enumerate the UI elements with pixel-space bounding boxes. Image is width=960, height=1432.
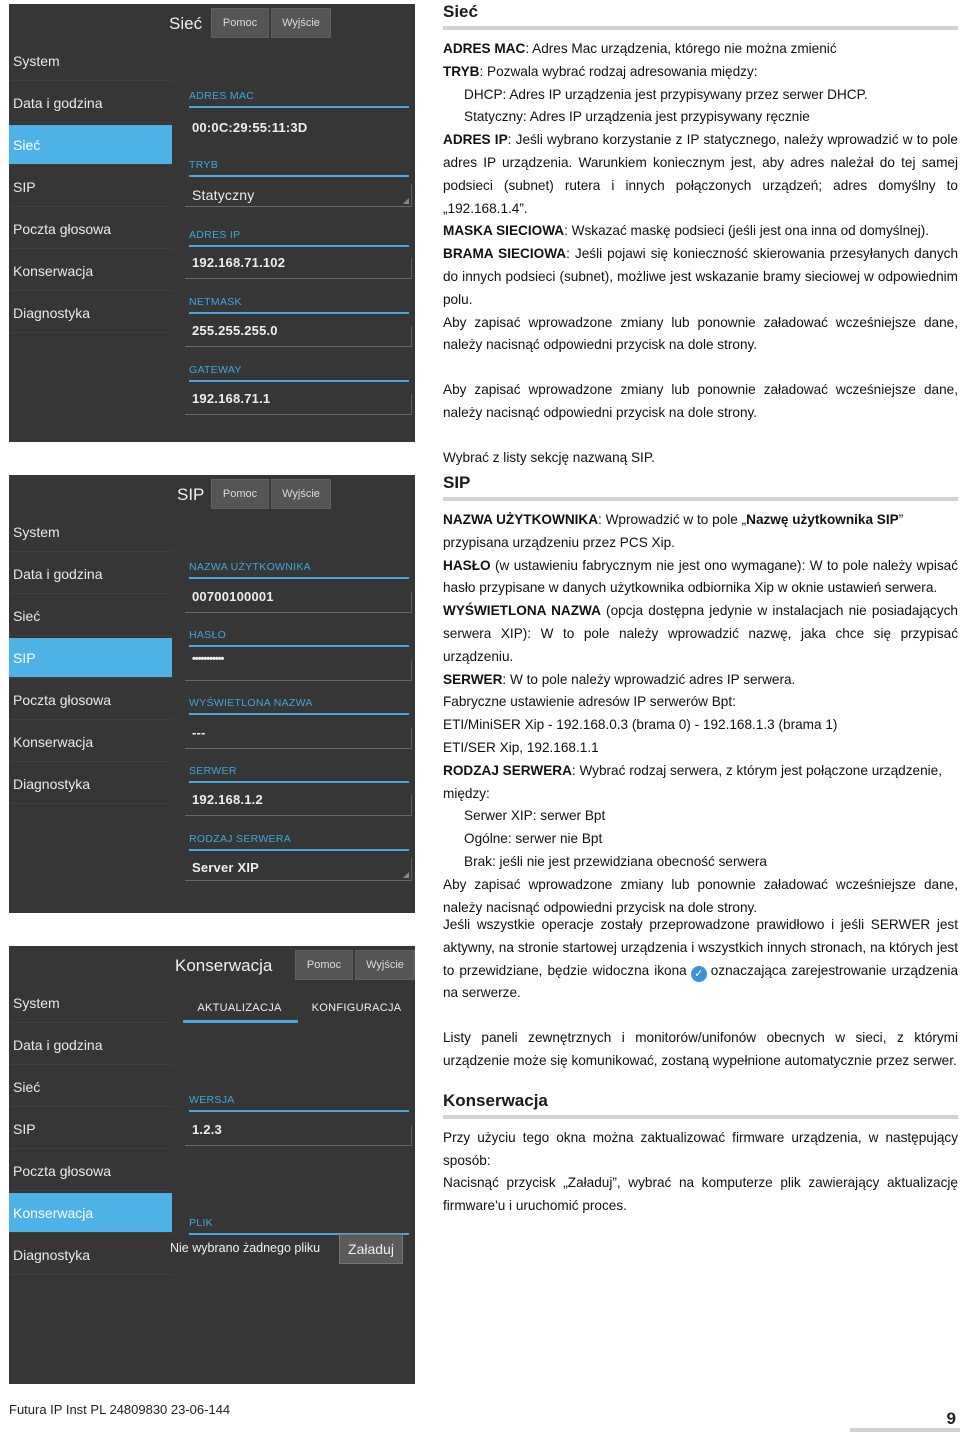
heading-rule <box>443 26 958 30</box>
username-label: NAZWA UŻYTKOWNIKA <box>189 561 311 573</box>
menu-item-diagnostics[interactable]: Diagnostyka <box>9 764 172 804</box>
registered-text-1: Jeśli wszystkie operacje zostały przeprowadzone prawidłowo i jeśli SERWER jest aktywny, na stronie startowej urządzenia i wszystkich innych stronach, na których jest to przewidziane, będzie widoczna ikona <box>443 917 958 978</box>
display-name-input[interactable]: --- <box>192 725 206 740</box>
menu-item-maintenance[interactable]: Konserwacja <box>9 1193 172 1233</box>
eti-line-1: ETI/MiniSER Xip - 192.168.0.3 (brama 0) - 192.168.1.3 (brama 1) <box>443 717 838 733</box>
menu-item-system[interactable]: System <box>9 983 172 1023</box>
ip-underline <box>189 245 409 247</box>
file-label: PLIK <box>189 1217 213 1229</box>
mac-paragraph <box>443 38 958 61</box>
screen-title: Konserwacja <box>175 956 273 975</box>
menu-item-sip[interactable]: SIP <box>9 167 172 207</box>
mac-value: 00:0C:29:55:11:3D <box>192 120 308 135</box>
menu-item-maintenance[interactable]: Konserwacja <box>9 251 172 291</box>
menu-item-date-time[interactable]: Data i godzina <box>9 83 172 123</box>
display-name-label: WYŚWIETLONA NAZWA <box>189 697 313 709</box>
username-desc-2: ” przypisana urządzeniu przez PCS Xip. <box>443 512 904 550</box>
server-type-underline <box>189 849 409 851</box>
server-paragraph <box>443 669 958 692</box>
factory-paragraph: Fabryczne ustawienie adresów IP serwerów Bpt: <box>443 694 736 710</box>
password-paragraph <box>443 555 958 601</box>
display-name-term: WYŚWIETLONA NAZWA <box>443 603 601 619</box>
ip-term: ADRES IP <box>443 132 508 148</box>
help-button[interactable]: Pomoc <box>295 950 353 980</box>
server-maintenance-description <box>443 914 958 1218</box>
ip-label: ADRES IP <box>189 229 241 241</box>
registered-check-icon: ✓ <box>691 966 707 982</box>
sip-form <box>181 475 409 913</box>
mode-desc: : Pozwala wybrać rodzaj adresowania między: <box>479 63 758 79</box>
maintenance-screenshot <box>9 946 415 1384</box>
sip-settings-screenshot <box>9 475 415 913</box>
menu-item-network[interactable]: Sieć <box>9 596 172 636</box>
version-label: WERSJA <box>189 1094 235 1106</box>
heading-rule <box>443 1115 958 1119</box>
save-paragraph-1: Aby zapisać wprowadzone zmiany lub ponownie załadować wcześniejsze dane, należy nacisnąć odpowiedni przycisk na dole strony. <box>443 314 958 353</box>
resize-grip-icon <box>403 872 409 878</box>
maintenance-paragraph-1: Przy użyciu tego okna można zaktualizować firmware urządzenia, w następujący sposób: <box>443 1129 958 1168</box>
mac-term: ADRES MAC <box>443 41 526 56</box>
menu-item-voicemail[interactable]: Poczta głosowa <box>9 1151 172 1191</box>
sip-description <box>443 473 958 919</box>
password-input-border <box>185 660 412 681</box>
menu-item-voicemail[interactable]: Poczta głosowa <box>9 680 172 720</box>
mac-label: ADRES MAC <box>189 90 255 102</box>
display-name-input-border <box>185 728 412 749</box>
version-underline <box>189 1110 409 1112</box>
help-button[interactable]: Pomoc <box>211 479 269 509</box>
display-name-underline <box>189 713 409 715</box>
version-field-border <box>185 1125 412 1146</box>
network-settings-screenshot <box>9 4 415 442</box>
netmask-input[interactable]: 255.255.255.0 <box>192 323 278 338</box>
exit-button[interactable]: Wyjście <box>271 8 331 38</box>
save-paragraph-3: Aby zapisać wprowadzone zmiany lub ponownie załadować wcześniejsze dane, należy nacisnąć odpowiedni przycisk na dole strony. <box>443 876 958 915</box>
menu-item-date-time[interactable]: Data i godzina <box>9 1025 172 1065</box>
footer-rule <box>850 1428 960 1432</box>
exit-button[interactable]: Wyjście <box>271 479 331 509</box>
network-form <box>181 4 409 442</box>
server-label: SERWER <box>189 765 237 777</box>
server-desc: : W to pole należy wprowadzić adres IP serwera. <box>502 671 796 687</box>
server-type-paragraph <box>443 760 958 806</box>
exit-button[interactable]: Wyjście <box>355 950 415 980</box>
menu-item-date-time[interactable]: Data i godzina <box>9 554 172 594</box>
ip-input[interactable]: 192.168.71.102 <box>192 255 286 270</box>
server-option-1: Serwer XIP: serwer Bpt <box>464 808 606 824</box>
mac-desc: : Adres Mac urządzenia, którego nie można zmienić <box>525 41 837 56</box>
dhcp-option: DHCP: Adres IP urządzenia jest przypisywany przez serwer DHCP. <box>464 86 868 102</box>
username-paragraph <box>443 509 958 555</box>
mac-underline <box>189 106 409 108</box>
section-heading-maintenance: Konserwacja <box>443 1090 548 1110</box>
server-option-3: Brak: jeśli nie jest przewidziana obecność serwera <box>464 853 767 869</box>
gateway-label: GATEWAY <box>189 364 242 376</box>
server-option-2: Ogólne: serwer nie Bpt <box>464 831 603 847</box>
menu-item-sip[interactable]: SIP <box>9 638 172 678</box>
ip-paragraph <box>443 129 958 220</box>
netmask-underline <box>189 312 409 314</box>
server-underline <box>189 781 409 783</box>
menu-item-voicemail[interactable]: Poczta głosowa <box>9 209 172 249</box>
mode-value: Statyczny <box>192 187 255 203</box>
mode-label: TRYB <box>189 159 219 171</box>
gateway-desc: : Jeśli pojawi się konieczność skierowania przesyłanych danych do innych podsieci (subnet), możliwe jest wskazanie bramy sieciowej w odpowiednim polu. <box>443 246 959 307</box>
registered-paragraph <box>443 914 958 1005</box>
section-heading-network: Sieć <box>443 2 478 21</box>
gateway-underline <box>189 380 409 382</box>
gateway-paragraph <box>443 243 958 311</box>
mode-term: TRYB <box>443 63 480 79</box>
netmask-input-border <box>185 326 412 347</box>
server-term: SERWER <box>443 671 503 687</box>
username-input-border <box>185 592 412 613</box>
username-term: NAZWA UŻYTKOWNIKA <box>443 512 599 527</box>
menu-item-diagnostics[interactable]: Diagnostyka <box>9 293 172 333</box>
gateway-input[interactable]: 192.168.71.1 <box>192 391 271 406</box>
screen-title: Sieć <box>169 14 203 33</box>
section-heading-sip: SIP <box>443 473 471 492</box>
resize-grip-icon <box>403 198 409 204</box>
file-picker <box>167 1231 411 1265</box>
username-input[interactable]: 00700100001 <box>192 589 274 604</box>
mode-underline <box>189 175 409 177</box>
gateway-input-border <box>185 394 412 415</box>
upload-button[interactable]: Załaduj <box>339 1234 403 1264</box>
gateway-term: BRAMA SIECIOWA <box>443 246 567 262</box>
maintenance-form <box>181 946 409 1384</box>
server-input[interactable]: 192.168.1.2 <box>192 792 263 807</box>
version-value: 1.2.3 <box>192 1122 222 1137</box>
menu-item-maintenance[interactable]: Konserwacja <box>9 722 172 762</box>
username-underline <box>189 577 409 579</box>
choose-sip-paragraph: Wybrać z listy sekcję nazwaną SIP. <box>443 449 655 465</box>
password-desc: (w ustawieniu fabrycznym nie jest ono wymagane): W to pole należy wpisać hasło przypisane w danych użytkownika odbiornika Xip w oknie ustawień serwera. <box>443 557 958 596</box>
ip-desc: : Jeśli wybrano korzystanie z IP statycznego, należy wprowadzić w to pole adres IP urządzenia. Warunkiem koniecznym jest, aby adres należał do tej samej podsieci (subnet) rutera i innych połączonych urządzeń; adres domyślny to „192.168.1.4”. <box>443 132 958 216</box>
mask-paragraph <box>443 220 958 243</box>
server-type-desc: : Wybrać rodzaj serwera, z którym jest połączone urządzenie, między: <box>443 762 942 801</box>
lists-paragraph: Listy paneli zewnętrznych i monitorów/unifonów obecnych w sieci, z którymi urządzenie może się komunikować, zostaną wypełnione automatycznie przez serwer. <box>443 1030 958 1068</box>
password-input[interactable]: ••••••••••• <box>192 653 224 665</box>
static-option: Statyczny: Adres IP urządzenia jest przypisywany ręcznie <box>464 109 810 125</box>
menu-item-network[interactable]: Sieć <box>9 1067 172 1107</box>
mask-term: MASKA SIECIOWA <box>443 223 565 239</box>
tab-update[interactable]: AKTUALIZACJA <box>197 1002 282 1014</box>
server-input-border <box>185 795 412 816</box>
help-button[interactable]: Pomoc <box>211 8 269 38</box>
username-desc-1: : Wprowadzić w to pole „ <box>598 512 747 527</box>
maintenance-paragraph-2: Nacisnąć przycisk „Załaduj”, wybrać na komputerze plik zawierający aktualizację firmware'u i uruchomić proces. <box>443 1175 958 1214</box>
network-description <box>443 2 958 470</box>
ip-input-border <box>185 258 412 279</box>
server-type-term: RODZAJ SERWERA <box>443 762 572 778</box>
tab-configuration[interactable]: KONFIGURACJA <box>311 1002 402 1014</box>
screen-title: SIP <box>177 485 205 504</box>
mask-desc: : Wskazać maskę podsieci (jeśli jest ona inna od domyślnej). <box>564 223 930 239</box>
heading-rule <box>443 497 958 501</box>
menu-item-diagnostics[interactable]: Diagnostyka <box>9 1235 172 1275</box>
password-underline <box>189 645 409 647</box>
no-file-text: Nie wybrano żadnego pliku <box>170 1241 321 1255</box>
menu-item-network[interactable]: Sieć <box>9 125 172 165</box>
menu-item-sip[interactable]: SIP <box>9 1109 172 1149</box>
password-term: HASŁO <box>443 557 491 573</box>
save-paragraph-2: Aby zapisać wprowadzone zmiany lub ponownie załadować wcześniejsze dane, należy nacisnąć odpowiedni przycisk na dole strony. <box>443 382 958 420</box>
display-name-paragraph <box>443 600 958 668</box>
server-type-label: RODZAJ SERWERA <box>189 833 292 845</box>
password-label: HASŁO <box>189 629 227 641</box>
server-type-value: Server XIP <box>192 860 260 875</box>
document-footer: Futura IP Inst PL 24809830 23-06-144 <box>9 1402 231 1417</box>
registered-text-2: oznaczająca zarejestrowanie urządzenia na serwerze. <box>443 962 959 1001</box>
menu-item-system[interactable]: System <box>9 41 172 81</box>
menu-item-system[interactable]: System <box>9 512 172 552</box>
eti-line-2: ETI/SER Xip, 192.168.1.1 <box>443 739 599 755</box>
page-number: 9 <box>946 1409 956 1428</box>
netmask-label: NETMASK <box>189 296 242 308</box>
display-name-desc: (opcja dostępna jedynie w instalacjach nie posiadających serwera XIP): W to pole należy wprowadzić nazwę, jaka chce się przypisać urządzeniu. <box>443 603 958 664</box>
mode-paragraph <box>443 61 958 84</box>
username-bold: Nazwę użytkownika SIP <box>746 512 899 527</box>
